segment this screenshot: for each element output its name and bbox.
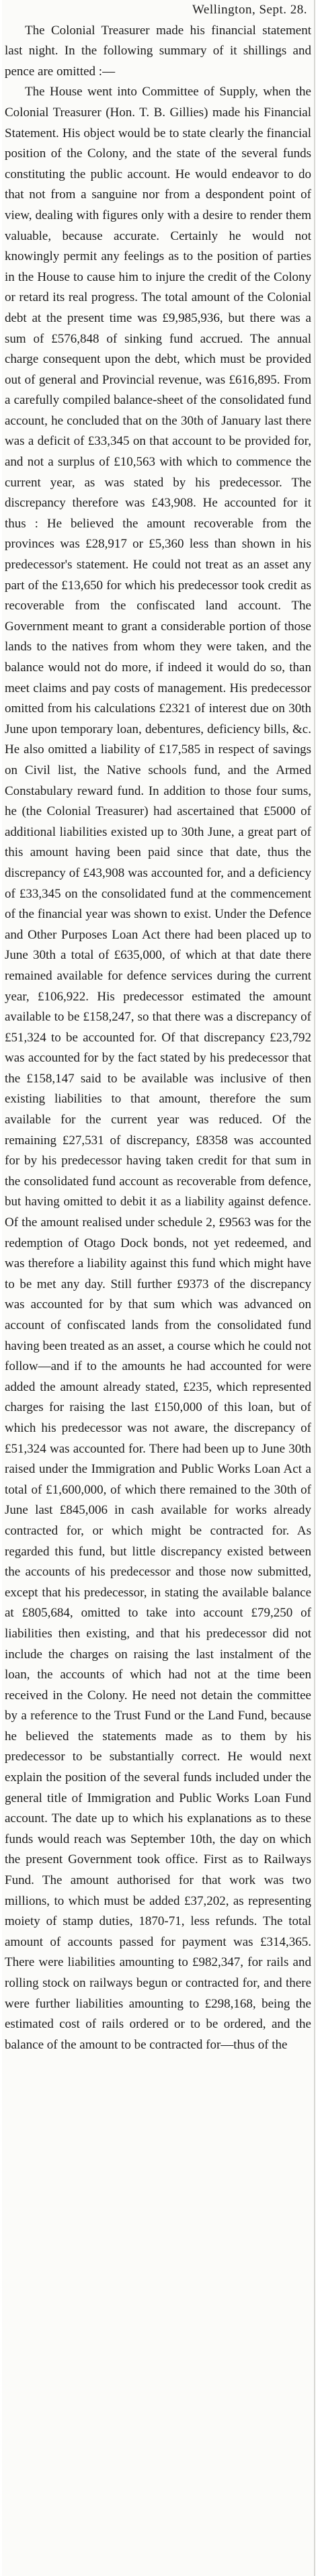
financial-statement-report: The House went into Committee of Supply, when the Colonial Treasurer (Hon. T. B. Gillies) made his Financial Statement. His object would be to state clearly the financial position of the Colony, and the state of the several funds constituting the public account. He would endeavor to do that not from a sanguine nor from a despondent point of view, dealing with figures only with a desire to render them valuable, because accurate. Certainly he would not knowingly permit any feelings as to the position of parties in the House to cause him to injure the credit of the Colony or retard its real progress. The total amount of the Colonial debt at the present time was £9,985,936, but there was a sum of £576,848 of sinking fund accrued. The annual charge consequent upon the debt, which must be provided out of general and Provincial revenue, was £616,895. From a carefully compiled balance-sheet of the consolidated fund account, he concluded that on the 30th of January last there was a deficit of £33,345 on that account to be provided for, and not a surplus of £10,563 with which to commence the current year, as was stated by his predecessor. The discrepancy therefore was £43,908. He accounted for it thus : He believed the amount recoverable from the provinces was £28,917 or £5,360 less than shown in his predecessor's statement. He could not treat as an asset any part of the £13,650 for which his predecessor took credit as recoverable from the confiscated land account. The Government meant to grant a considerable portion of those lands to the natives from whom they were taken, and the balance would not do more, if indeed it would do so, than meet claims and pay costs of management. His predecessor omitted from his calculations £2321 of interest due on 30th June upon temporary loan, debentures, deficiency bills, &c. He also omitted a liability of £17,585 in respect of savings on Civil list, the Native schools fund, and the Armed Constabulary reward fund. In addition to those four sums, he (the Colonial Treasurer) had ascertained that £5000 of additional liabilities existed up to 30th June, a great part of this amount having been paid since that date, thus the discrepancy of £43,908 was accounted for, and a deficiency of £33,345 on the consolidated fund at the commencement of the financial year was shown to exist. Under the Defence and Other Purposes Loan Act there had been placed up to June 30th a total of £635,000, of which at that date there remained available for defence services during the current year, £106,922. His predecessor estimated the amount available to be £158,247, so that there was a discrepancy of £51,324 to be accounted for. Of that discrepancy £23,792 was accounted for by the fact stated by his predecessor that the £158,147 said to be available was inclusive of then existing liabilities to that amount, therefore the sum available for the current year was reduced. Of the remaining £27,531 of discrepancy, £8358 was accounted for by his predecessor having taken credit for that sum in the consolidated fund account as recoverable from defence, but having omitted to debit it as a liability against defence. Of the amount realised under schedule 2, £9563 was for the redemption of Otago Dock bonds, not yet redeemed, and was therefore a liability against this fund which might have to be met any day. Still further £9373 of the discrepancy was accounted for by that sum which was advanced on account of confiscated lands from the consolidated fund having been treated as an asset, a course which he could not follow—and if to the amounts he had accounted for were added the amount already stated, £235, which represented charges for raising the last £150,000 of this loan, but of which his predecessor was not aware, the discrepancy of £51,324 was accounted for. There had been up to June 30th raised under the Immigration and Public Works Loan Act a total of £1,600,000, of which there remained to the 30th of June last £845,006 in cash available for works already contracted for, or which might be contracted for. As regarded this fund, but little discrepancy existed between the accounts of his predecessor and those now submitted, except that his predecessor, in stating the available balance at £805,684, omitted to take into account £79,250 of liabilities then existing, and that his predecessor did not include the charges on raising the last instalment of the loan, the accounts of which had not at the time been received in the Colony. He need not detain the committee by a reference to the Trust Fund or the Land Fund, because he believed the statements made as to them by his predecessor to be substantially correct. He would next explain the position of the several funds included under the general title of Immigration and Public Works Loan Fund account. The date up to which his explanations as to these funds would reach was September 10th, the day on which the present Government took office. First as to Railways Fund. The amount authorised for that work was two millions, to which must be added £37,202, as representing moiety of stamp duties, 1870-71, less refunds. The total amount of accounts passed for payment was £314,365. There were liabilities amounting to £982,347, for rails and rolling stock on railways begun or contracted for, and there were further liabilities amounting to £298,168, being the estimated cost of rails ordered or to be ordered, and the balance of the amount to be contracted for—thus of the: [5, 85, 311, 2052]
dateline: Wellington, Sept. 28.: [192, 3, 307, 17]
column-rule: [314, 0, 315, 2576]
newspaper-column: [2, 0, 315, 2576]
intro-paragraph: The Colonial Treasurer made his financial statement last night. In the following summary of it shillings and pence are omitted :—: [5, 23, 311, 79]
